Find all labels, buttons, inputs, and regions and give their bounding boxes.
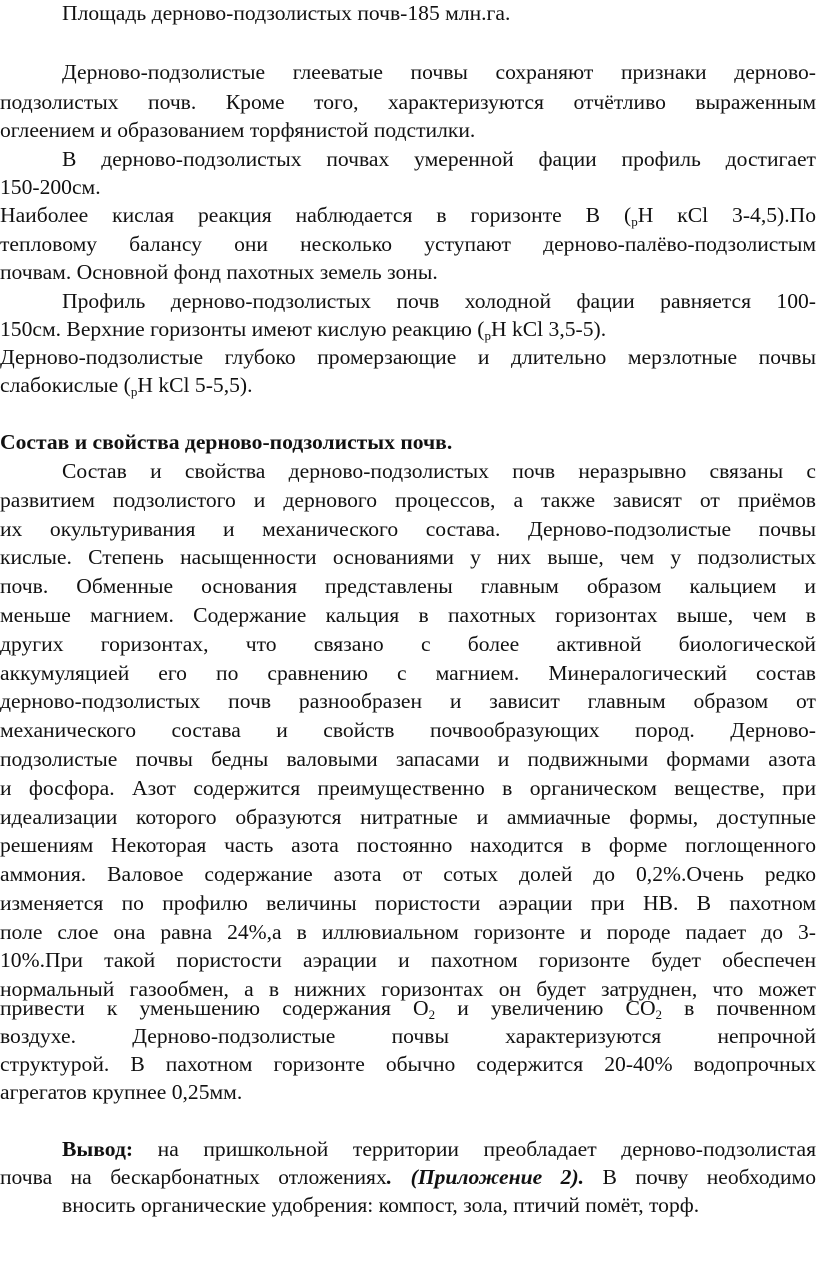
- text-line: аккумуляцией его по сравнению с магнием. Минералогический состав: [0, 660, 816, 685]
- appendix-reference: (Приложение 2).: [392, 1165, 585, 1189]
- area-line: Площадь дерново-подзолистых почв-185 млн.га.: [62, 1, 511, 25]
- section-heading: Состав и свойства дерново-подзолистых почв.: [0, 430, 453, 454]
- text-line: 150см. Верхние горизонты имеют кислую реакцию ($_рН$ kCl 3,5-5).: [0, 317, 607, 343]
- text-line: воздухе. Дерново-подзолистые почвы характеризуются непрочной: [0, 1024, 816, 1048]
- text-line: тепловому балансу они несколько уступают дерново-палёво-подзолистым: [0, 232, 816, 256]
- text-line: подзолистых почв. Кроме того, характеризуются отчётливо выраженным: [0, 90, 816, 114]
- text-line: механического состава и свойств почвообразующих пород. Дерново-: [0, 718, 816, 743]
- text-line: идеализации которого образуются нитратные и аммиачные формы, доступные: [0, 804, 816, 829]
- text-line: и фосфора. Азот содержится преимущественно в органическом веществе, при: [0, 775, 816, 800]
- text-line: Дерново-подзолистые глубоко промерзающие и длительно мерзлотные почвы: [0, 345, 816, 369]
- text-line: решениям Некоторая часть азота постоянно находится в форме поглощенного: [0, 833, 816, 858]
- text-line: Наиболее кислая реакция наблюдается в горизонте В ($_рН$ кCl 3-4,5).По: [0, 203, 816, 229]
- text-line: агрегатов крупнее 0,25мм.: [0, 1080, 243, 1104]
- text-line: привести к уменьшению содержания $О_2$ и увеличению $СО_2$ в почвенном: [0, 996, 816, 1022]
- text-line: структурой. В пахотном горизонте обычно содержится 20-40% водопрочных: [0, 1052, 816, 1076]
- text-line: почва на бескарбонатных отложениях. (Приложение 2). В почву необходимо: [0, 1165, 816, 1189]
- text-line: Дерново-подзолистые глееватые почвы сохраняют признаки дерново-: [62, 60, 816, 84]
- text-line: почвам. Основной фонд пахотных земель зоны.: [0, 260, 438, 284]
- text-line: развитием подзолистого и дернового процессов, а также зависят от приёмов: [0, 487, 816, 512]
- text-line: Состав и свойства дерново-подзолистых почв неразрывно связаны с: [62, 459, 816, 483]
- text-line: Профиль дерново-подзолистых почв холодной фации равняется 100-: [62, 289, 816, 313]
- text-line: других горизонтах, что связано с более активной биологической: [0, 631, 816, 656]
- text-line: их окультуривания и механического состава. Дерново-подзолистые почвы: [0, 516, 816, 541]
- text-line: аммония. Валовое содержание азота от сотых долей до 0,2%.Очень редко: [0, 862, 816, 887]
- text-line: подзолистые почвы бедны валовыми запасами и подвижными формами азота: [0, 746, 816, 771]
- text-line: В дерново-подзолистых почвах умеренной фации профиль достигает: [62, 147, 816, 171]
- text-line: 150-200см.: [0, 175, 101, 199]
- text-line: вносить органические удобрения: компост, зола, птичий помёт, торф.: [62, 1193, 700, 1217]
- text-line: изменяется по профилю величины пористости аэрации при НВ. В пахотном: [0, 890, 816, 915]
- text-line: слабокислые ($_рН$ kCl 5-5,5).: [0, 373, 253, 399]
- text-line: кислые. Степень насыщенности основаниями у них выше, чем у подзолистых: [0, 545, 816, 570]
- text-line: поле слое она равна 24%,а в иллювиальном горизонте и породе падает до 3-: [0, 919, 816, 944]
- text-line: меньше магнием. Содержание кальция в пахотных горизонтах выше, чем в: [0, 603, 816, 627]
- text-line: оглеением и образованием торфянистой подстилки.: [0, 118, 476, 142]
- conclusion-label: Вывод:: [62, 1137, 134, 1161]
- text-line: нормальный газообмен, а в нижних горизонтах он будет затруднен, что может: [0, 977, 816, 1002]
- text-line: дерново-подзолистых почв разнообразен и зависит главным образом от: [0, 689, 816, 714]
- text-line: 10%.При такой пористости аэрации и пахотном горизонте будет обеспечен: [0, 948, 816, 973]
- text-line: почв. Обменные основания представлены главным образом кальцием и: [0, 574, 816, 599]
- text-line: Вывод: на пришкольной территории преобладает дерново-подзолистая: [62, 1137, 816, 1161]
